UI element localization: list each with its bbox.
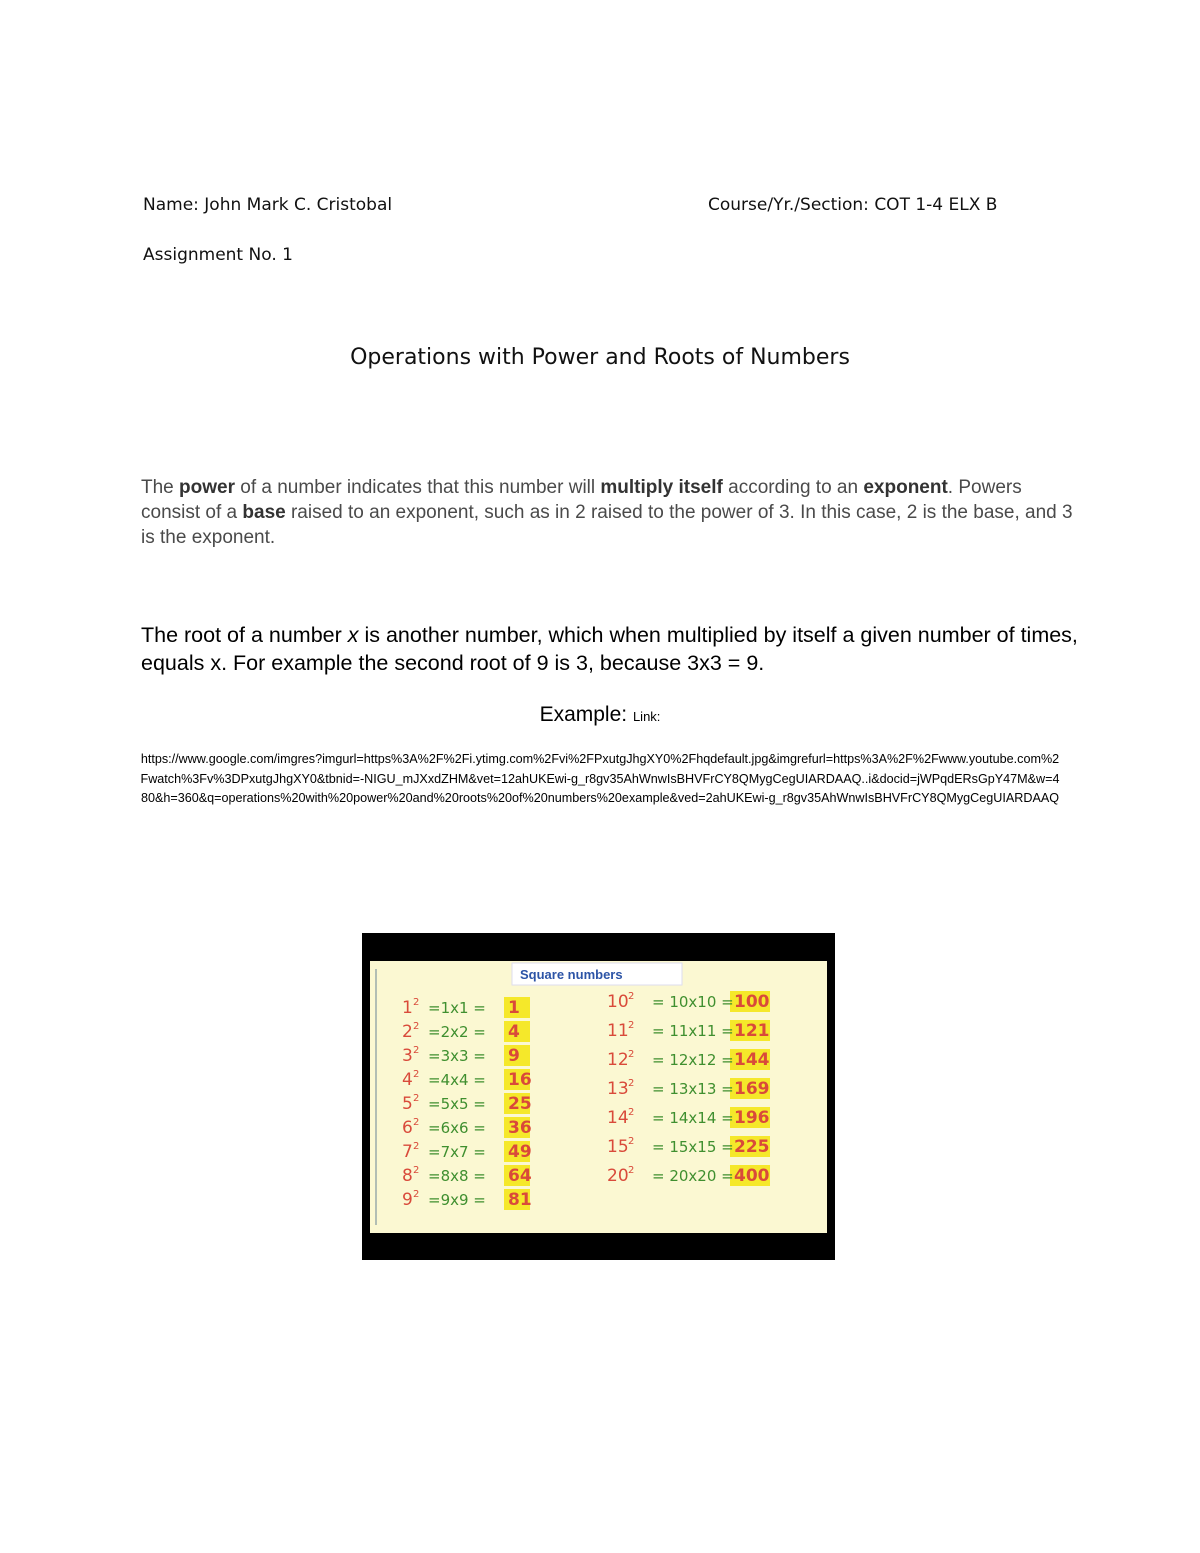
base-number: 7 — [402, 1142, 413, 1162]
multiplication: = 14x14 = — [652, 1109, 734, 1127]
exponent-mark: 2 — [628, 1107, 635, 1118]
multiplication: =8x8 = — [428, 1167, 486, 1185]
base-number: 14 — [607, 1108, 629, 1128]
multiplication: = 10x10 = — [652, 993, 734, 1011]
base-number: 10 — [607, 992, 629, 1012]
power-paragraph: The power of a number indicates that this number will multiply itself according to an exponent. Powers consist of a base raised to an exponent, such as in 2 raised to the power of 3. In this case, 2 is the base, and 3 is the exponent. — [141, 477, 1073, 548]
square-result: 49 — [508, 1142, 532, 1162]
exponent-mark: 2 — [413, 1069, 420, 1080]
exponent-mark: 2 — [413, 1093, 420, 1104]
base-number: 9 — [402, 1190, 413, 1210]
square-result: 25 — [508, 1094, 532, 1114]
exponent-mark: 2 — [413, 1165, 420, 1176]
base-number: 6 — [402, 1118, 413, 1138]
root-paragraph: The root of a number x is another number, which when multiplied by itself a given number of times, equals x. For example the second root of 9 is 3, because 3x3 = 9. — [141, 623, 1078, 675]
exponent-mark: 2 — [628, 1049, 635, 1060]
base-number: 15 — [607, 1137, 629, 1157]
square-result: 1 — [508, 998, 520, 1018]
exponent-mark: 2 — [413, 997, 420, 1008]
square-result: 16 — [508, 1070, 532, 1090]
square-result: 121 — [734, 1021, 770, 1041]
base-number: 4 — [402, 1070, 413, 1090]
base-number: 1 — [402, 998, 413, 1018]
exponent-mark: 2 — [628, 1020, 635, 1031]
exponent-mark: 2 — [413, 1117, 420, 1128]
base-number: 13 — [607, 1079, 629, 1099]
multiplication: =7x7 = — [428, 1143, 486, 1161]
square-result: 4 — [508, 1022, 520, 1042]
square-result: 36 — [508, 1118, 532, 1138]
square-result: 144 — [734, 1050, 770, 1070]
multiplication: = 11x11 = — [652, 1022, 734, 1040]
multiplication: =1x1 = — [428, 999, 486, 1017]
exponent-mark: 2 — [413, 1141, 420, 1152]
multiplication: = 15x15 = — [652, 1138, 734, 1156]
exponent-mark: 2 — [413, 1045, 420, 1056]
multiplication: =4x4 = — [428, 1071, 486, 1089]
square-result: 196 — [734, 1108, 770, 1128]
exponent-mark: 2 — [413, 1189, 420, 1200]
multiplication: =6x6 = — [428, 1119, 486, 1137]
square-result: 400 — [734, 1166, 770, 1186]
square-result: 225 — [734, 1137, 770, 1157]
multiplication: = 20x20 = — [652, 1167, 734, 1185]
multiplication: = 12x12 = — [652, 1051, 734, 1069]
link-label: Link: — [632, 709, 661, 724]
exponent-mark: 2 — [413, 1021, 420, 1032]
multiplication: =2x2 = — [428, 1023, 486, 1041]
exponent-mark: 2 — [628, 1078, 635, 1089]
multiplication: = 13x13 = — [652, 1080, 734, 1098]
square-result: 100 — [734, 992, 770, 1012]
exponent-mark: 2 — [628, 991, 635, 1002]
exponent-mark: 2 — [628, 1165, 635, 1176]
course-section: Course/Yr./Section: COT 1-4 ELX B — [708, 195, 998, 215]
base-number: 20 — [607, 1166, 629, 1186]
page-title: Operations with Power and Roots of Numbers — [350, 345, 850, 370]
multiplication: =3x3 = — [428, 1047, 486, 1065]
multiplication: =9x9 = — [428, 1191, 486, 1209]
square-result: 64 — [508, 1166, 532, 1186]
base-number: 11 — [607, 1021, 629, 1041]
assignment-number: Assignment No. 1 — [143, 245, 293, 265]
exponent-mark: 2 — [628, 1136, 635, 1147]
base-number: 3 — [402, 1046, 413, 1066]
student-name: Name: John Mark C. Cristobal — [143, 195, 393, 215]
thumbnail-heading: Square numbers — [520, 967, 623, 982]
base-number: 5 — [402, 1094, 413, 1114]
square-result: 169 — [734, 1079, 770, 1099]
example-url[interactable]: https://www.google.com/imgres?imgurl=https%3A%2F%2Fi.ytimg.com%2Fvi%2FPxutgJhgXY0%2Fhqdefault.jpg&imgrefurl=https%3A%2F%2Fwww.youtube.com%2Fwatch%3Fv%3DPxutgJhgXY0&tbnid=-NIGU_mJXxdZHM&vet=12ahUKEwi-g_r8gv35AhWnwIsBHVFrCY8QMygCegUIARDAAQ..i&docid=jWPqdERsGpY47M&w=480&h=360&q=operations%20with%20power%20and%20roots%20of%20numbers%20example&ved=2ahUKEwi-g_r8gv35AhWnwIsBHVFrCY8QMygCegUIARDAAQ — [140, 752, 1060, 805]
base-number: 2 — [402, 1022, 413, 1042]
thumbnail-canvas — [362, 933, 835, 1260]
base-number: 12 — [607, 1050, 629, 1070]
square-numbers-video-thumbnail[interactable] — [362, 933, 835, 1260]
example-line: Example: Link: — [539, 703, 661, 726]
square-result: 81 — [508, 1190, 532, 1210]
multiplication: =5x5 = — [428, 1095, 486, 1113]
square-result: 9 — [508, 1046, 520, 1066]
base-number: 8 — [402, 1166, 413, 1186]
